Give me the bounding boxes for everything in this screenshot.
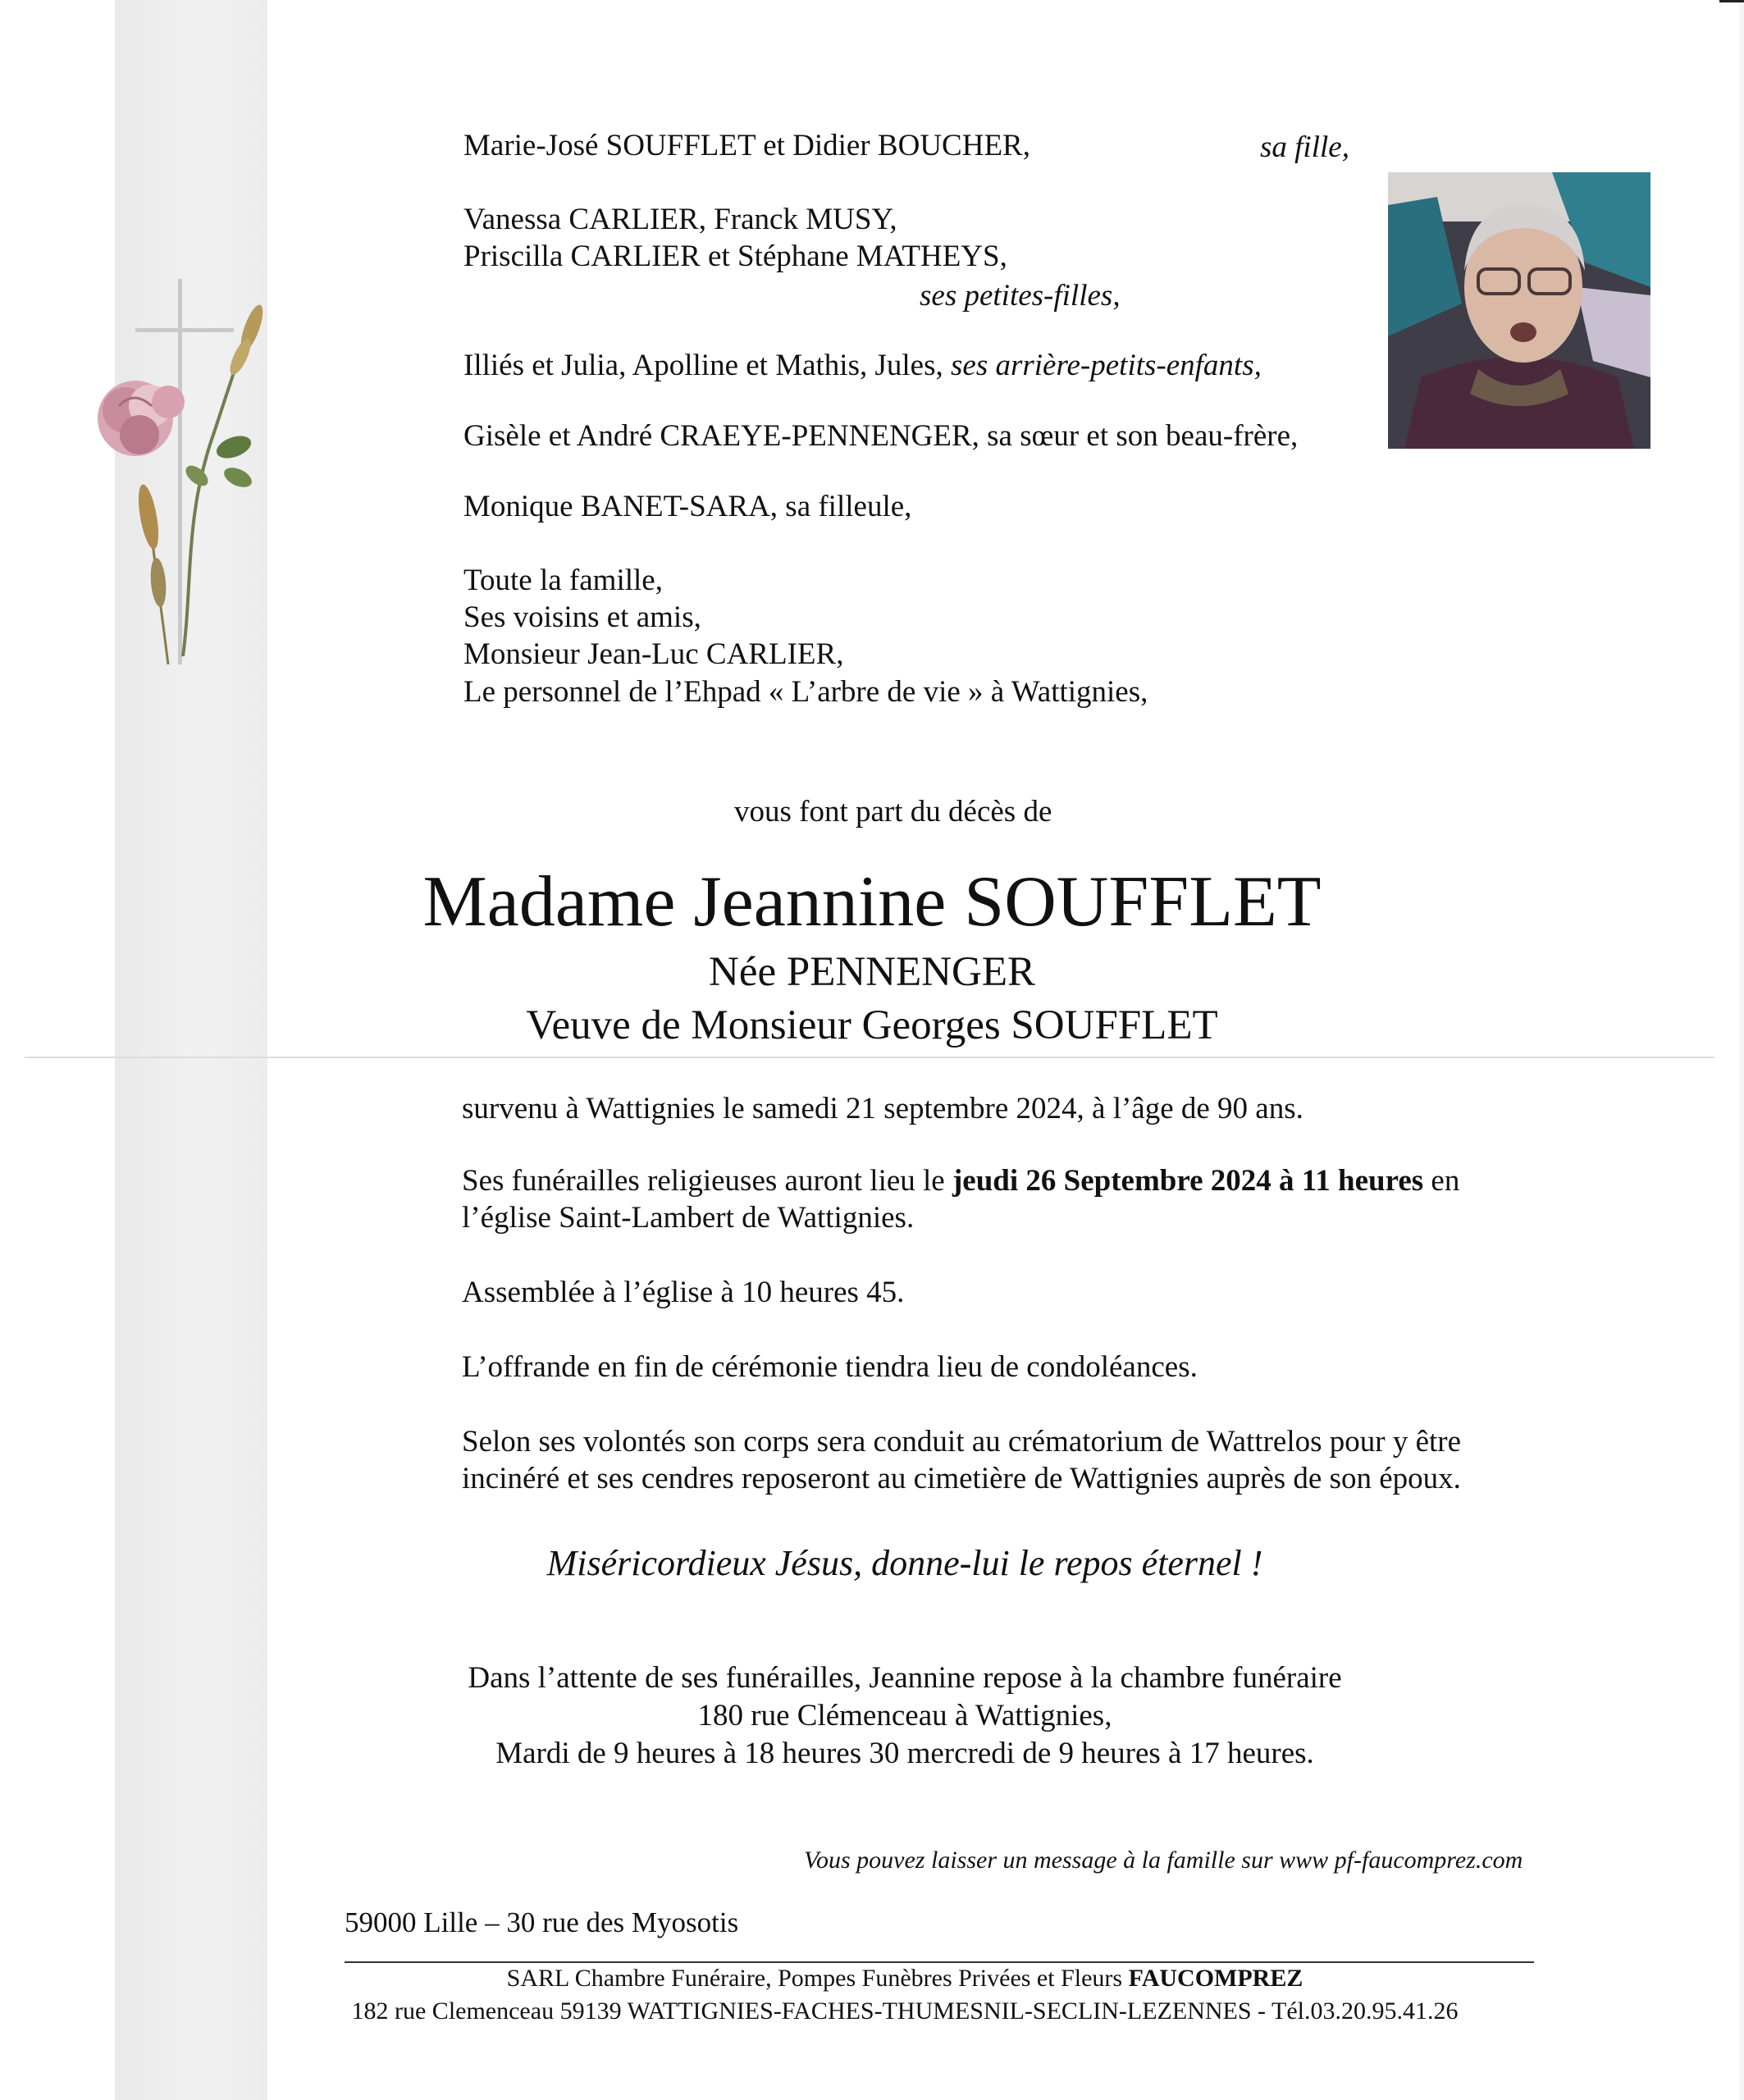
assembly-line: Assemblée à l’église à 10 heures 45. xyxy=(462,1276,905,1309)
announcement-text: vous font part du décès de xyxy=(734,795,1052,829)
great-grandchildren-line xyxy=(463,348,1262,384)
others-line-1: Toute la famille, xyxy=(463,564,663,597)
widow-of: Veuve de Monsieur Georges SOUFFLET xyxy=(526,1002,1218,1048)
death-details: survenu à Wattignies le samedi 21 septembre 2024, à l’âge de 90 ans. xyxy=(462,1092,1303,1125)
footer-company-prefix: SARL Chambre Funéraire, Pompes Funèbres Privées et Fleurs xyxy=(506,1965,1129,1992)
great-grandchildren-role: ses arrière-petits-enfants, xyxy=(951,349,1262,382)
granddaughters-role: ses petites-filles, xyxy=(920,279,1121,313)
footer-divider xyxy=(345,1961,1534,1963)
prayer-text: Miséricordieux Jésus, donne-lui le repos éternel ! xyxy=(546,1543,1263,1583)
visitation-line-3: Mardi de 9 heures à 18 heures 30 mercredi de 9 heures à 17 heures. xyxy=(495,1737,1314,1770)
goddaughter-line: Monique BANET-SARA, sa filleule, xyxy=(463,490,912,523)
others-line-4: Le personnel de l’Ehpad « L’arbre de vie » à Wattignies, xyxy=(463,675,1148,709)
others-line-3: Monsieur Jean-Luc CARLIER, xyxy=(463,637,844,671)
deceased-name: Madame Jeannine SOUFFLET xyxy=(422,862,1322,942)
message-note: Vous pouvez laisser un message à la famille sur www pf-faucomprez.com xyxy=(804,1847,1523,1874)
footer-company-name: FAUCOMPREZ xyxy=(1128,1965,1303,1992)
footer-company xyxy=(33,1964,1744,1993)
portrait-photo xyxy=(1388,172,1650,449)
visitation-line-2: 180 rue Clémenceau à Wattignies, xyxy=(697,1699,1112,1732)
fold-line xyxy=(25,1057,1714,1058)
funeral-line-2: l’église Saint-Lambert de Wattignies. xyxy=(462,1201,915,1235)
family-address: 59000 Lille – 30 rue des Myosotis xyxy=(345,1906,739,1938)
others-line-2: Ses voisins et amis, xyxy=(463,600,701,634)
cross-rose-ornament-icon xyxy=(70,271,275,681)
funeral-suffix: en xyxy=(1423,1164,1460,1198)
granddaughters-line-2: Priscilla CARLIER et Stéphane MATHEYS, xyxy=(463,240,1007,273)
funeral-prefix: Ses funérailles religieuses auront lieu le xyxy=(462,1164,952,1198)
sister-line: Gisèle et André CRAEYE-PENNENGER, sa sœur et son beau-frère, xyxy=(463,419,1299,453)
daughter-role: sa fille, xyxy=(1260,130,1349,164)
offering-line: L’offrande en fin de cérémonie tiendra lieu de condoléances. xyxy=(462,1350,1198,1384)
corner-mark xyxy=(1719,0,1744,2)
footer-address: 182 rue Clemenceau 59139 WATTIGNIES-FACHES-THUMESNIL-SECLIN-LEZENNES - Tél.03.20.95.41.26 xyxy=(351,1997,1459,2025)
wishes-line-2: incinéré et ses cendres reposeront au cimetière de Wattignies auprès de son époux. xyxy=(462,1462,1461,1495)
granddaughters-line-1: Vanessa CARLIER, Franck MUSY, xyxy=(463,203,897,236)
daughter-name: Marie-José SOUFFLET et Didier BOUCHER, xyxy=(463,129,1030,162)
great-grandchildren-names: Illiés et Julia, Apolline et Mathis, Jules, xyxy=(463,349,943,382)
funeral-line-1 xyxy=(462,1163,1459,1199)
birth-name: Née PENNENGER xyxy=(708,949,1035,995)
wishes-line-1: Selon ses volontés son corps sera conduit au crématorium de Wattrelos pour y être xyxy=(462,1425,1462,1459)
visitation-line-1: Dans l’attente de ses funérailles, Jeannine repose à la chambre funéraire xyxy=(468,1661,1342,1695)
page-edge xyxy=(1739,0,1744,2100)
funeral-date: jeudi 26 Septembre 2024 à 11 heures xyxy=(952,1164,1424,1198)
